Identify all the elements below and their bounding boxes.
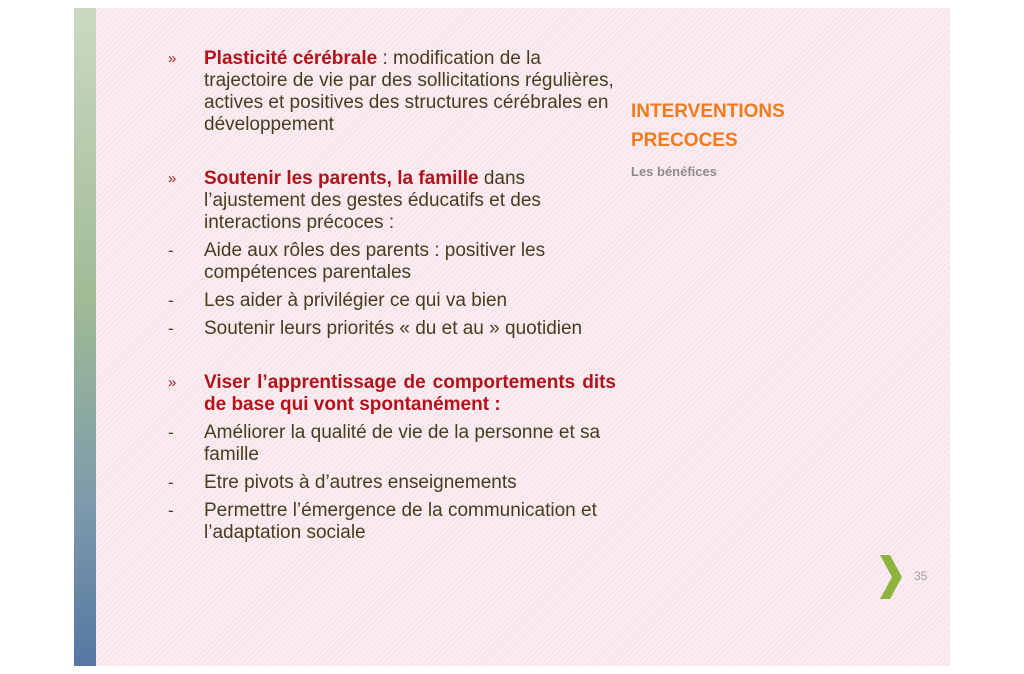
dash-marker: - — [168, 291, 174, 310]
slide-title-line1: INTERVENTIONS — [631, 101, 785, 122]
bullet-marker: » — [168, 374, 177, 391]
list-item — [168, 318, 616, 340]
list-item-text: Aide aux rôles des parents : positiver les compétences parentales — [204, 240, 546, 283]
list-item — [168, 240, 616, 284]
list-item-text: Permettre l’émergence de la communication et l’adaptation sociale — [204, 500, 597, 543]
section-heading: Plasticité cérébrale — [204, 48, 378, 69]
list-item — [168, 422, 616, 466]
list-item-text: Etre pivots à d’autres enseignements — [204, 472, 517, 493]
dash-marker: - — [168, 423, 174, 442]
list-item — [168, 290, 616, 312]
slide-subtitle: Les bénéfices — [631, 164, 717, 179]
slide — [74, 8, 950, 666]
slide-title — [631, 97, 851, 155]
list-item — [168, 500, 616, 544]
list-item-text: Soutenir leurs priorités « du et au » quotidien — [204, 318, 583, 339]
section-text: dans l’ajustement des gestes éducatifs et des interactions précoces : — [204, 168, 541, 233]
section-heading: Viser l’apprentissage de comportements dits de base qui vont spontanément : — [204, 372, 616, 415]
list-item-text: Améliorer la qualité de vie de la personne et sa famille — [204, 422, 601, 465]
bullet-marker: » — [168, 50, 177, 67]
list-item — [168, 472, 616, 494]
side-gradient-bar — [74, 8, 96, 666]
dash-marker: - — [168, 241, 174, 260]
dash-marker: - — [168, 501, 174, 520]
section-soutenir-parents — [168, 168, 616, 234]
bullet-marker: » — [168, 170, 177, 187]
section-heading: Soutenir les parents, la famille — [204, 168, 479, 189]
chevron-right-icon — [880, 555, 902, 599]
slide-title-line2: PRECOCES — [631, 130, 738, 151]
dash-marker: - — [168, 473, 174, 492]
section-plasticite — [168, 48, 616, 136]
slide-body — [168, 48, 616, 550]
section-apprentissage — [168, 372, 616, 416]
dash-marker: - — [168, 319, 174, 338]
list-item-text: Les aider à privilégier ce qui va bien — [204, 290, 508, 311]
section-text: : modification de la trajectoire de vie par des sollicitations régulières, actives et positives des structures cérébrales en développement — [204, 48, 614, 135]
page-number: 35 — [914, 569, 928, 583]
